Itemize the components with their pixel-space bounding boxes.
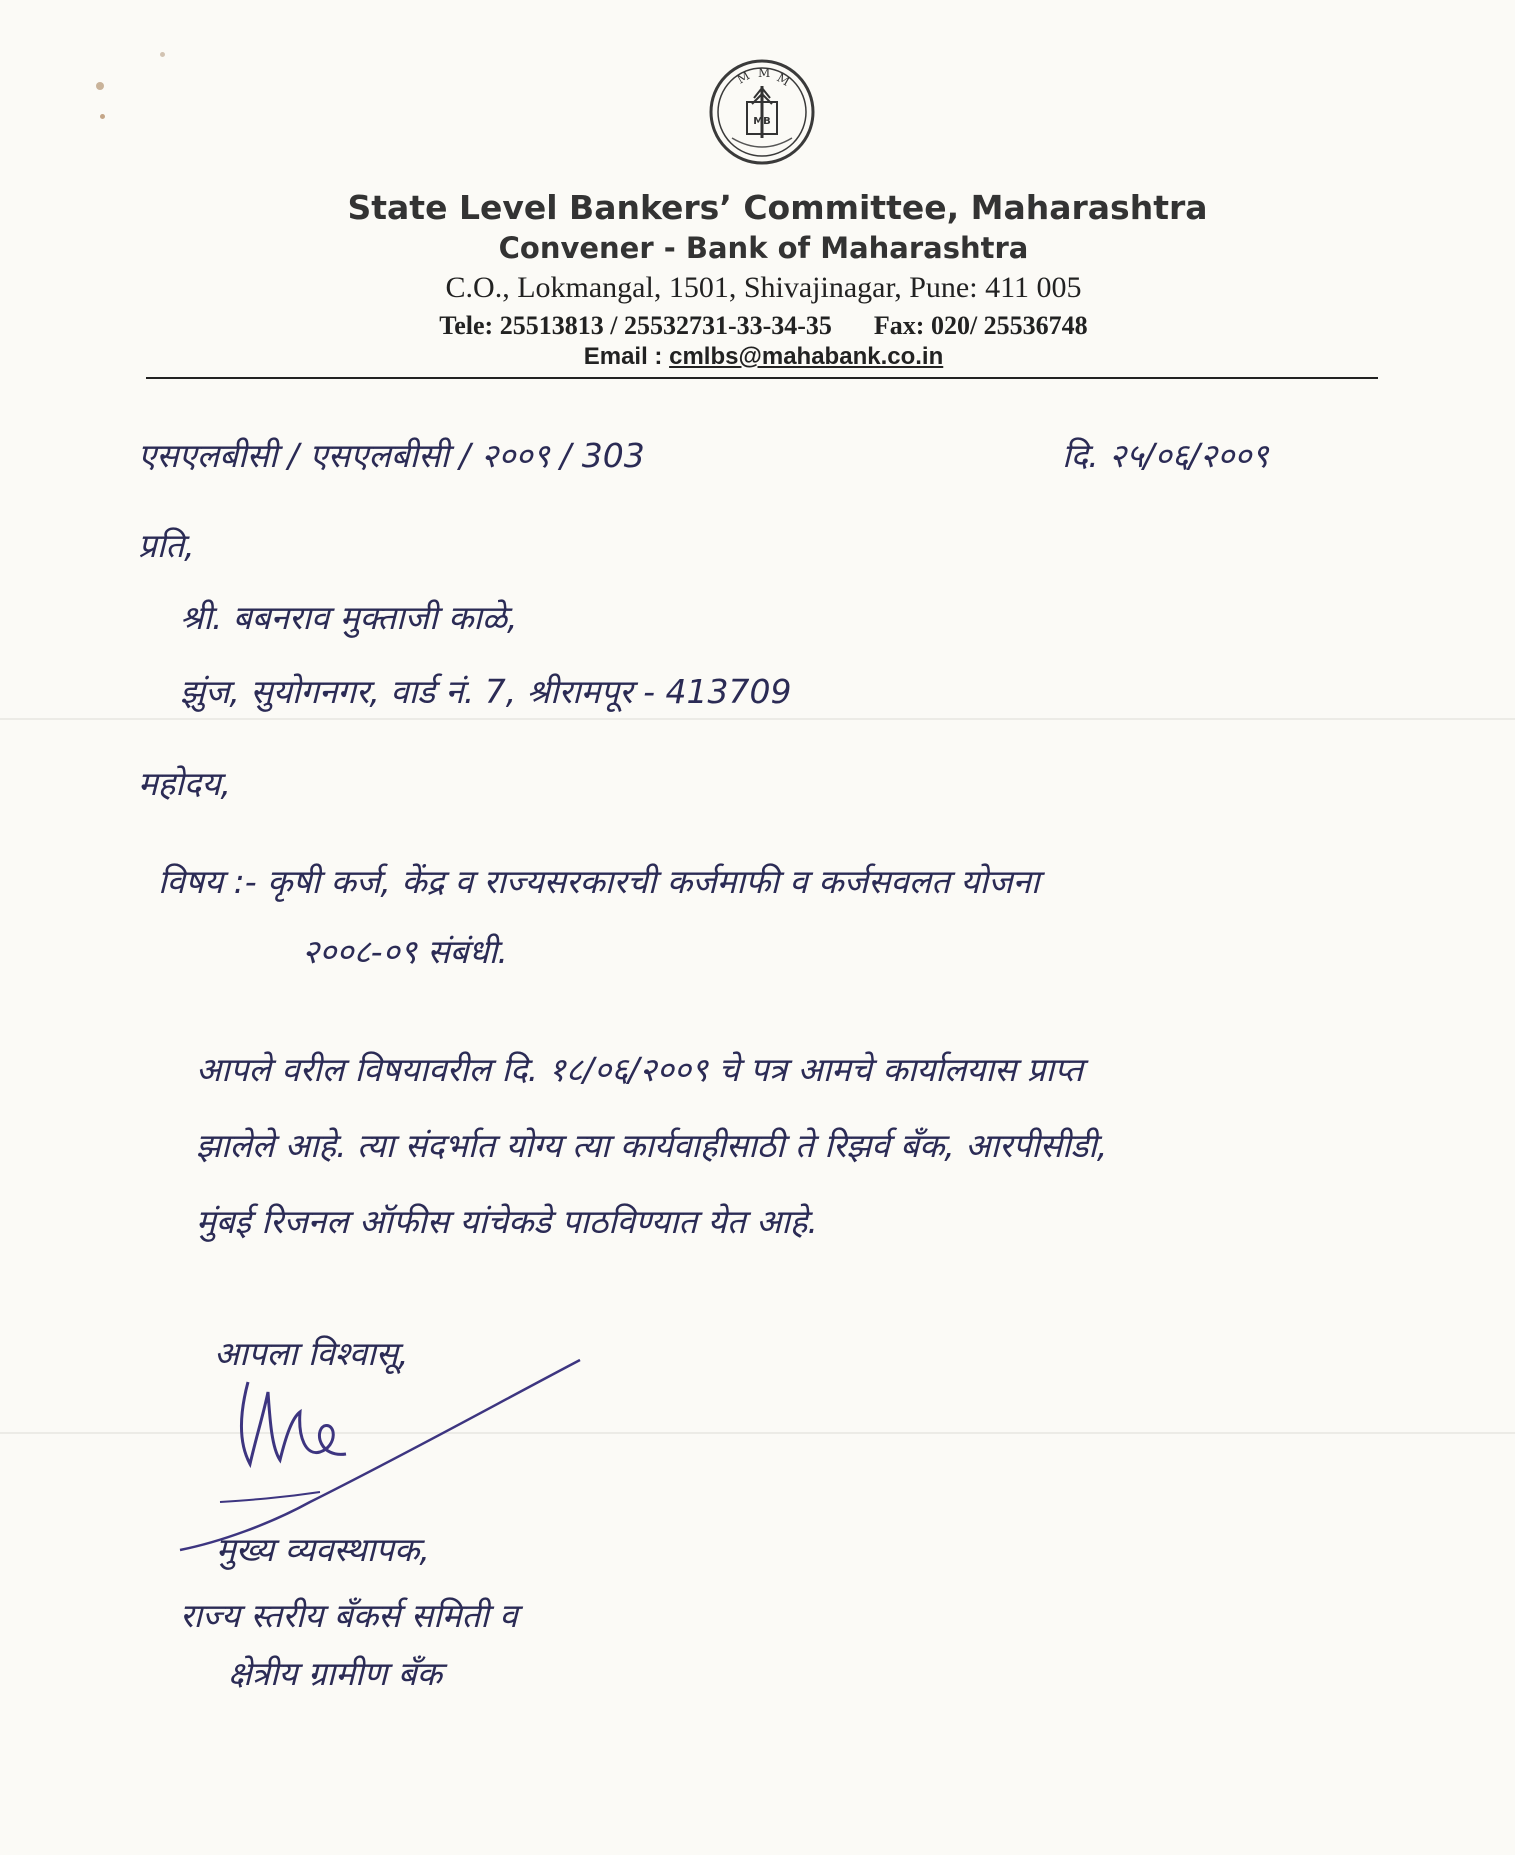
paper-speck	[96, 82, 104, 90]
body-line: झालेले आहे. त्या संदर्भात योग्य त्या कार्यवाहीसाठी ते रिझर्व बँक, आरपीसीडी,	[196, 1126, 1108, 1165]
svg-text:M: M	[774, 70, 793, 89]
email-address-link[interactable]: cmlbs@mahabank.co.in	[669, 343, 944, 370]
letterhead-divider	[146, 377, 1378, 379]
body-line: आपले वरील विषयावरील दि. १८/०६/२००९ चे पत्र आमचे कार्यालयास प्राप्त	[196, 1050, 1084, 1089]
signature	[160, 1352, 600, 1552]
letterhead	[0, 188, 1515, 371]
svg-text:M: M	[734, 68, 753, 87]
addressee-prefix: प्रति,	[138, 526, 195, 565]
recipient-name: श्री. बबनराव मुक्ताजी काळे,	[180, 598, 518, 637]
subject-line: विषय :- कृषी कर्ज, केंद्र व राज्यसरकारची कर्जमाफी व कर्जसवलत योजना	[158, 862, 1040, 901]
recipient-address: झुंज, सुयोगनगर, वार्ड नं. 7, श्रीरामपूर - 413709	[180, 672, 792, 711]
office-address: C.O., Lokmangal, 1501, Shivajinagar, Pune: 411 005	[445, 271, 1082, 304]
contact-line	[12, 311, 1515, 341]
reference-number: एसएलबीसी / एसएलबीसी / २००९ / 303	[138, 436, 645, 475]
paper-speck	[160, 52, 165, 57]
signatory-committee: राज्य स्तरीय बँकर्स समिती व	[180, 1596, 518, 1635]
convener-line: Convener - Bank of Maharashtra	[498, 231, 1029, 265]
svg-text:MB: MB	[753, 116, 771, 127]
closing: आपला विश्वासू,	[214, 1334, 409, 1373]
telephone-numbers: Tele: 25513813 / 25532731-33-34-35	[439, 311, 832, 340]
signatory-bank: क्षेत्रीय ग्रामीण बँक	[228, 1654, 443, 1693]
subject-line-continued: २००८-०९ संबंधी.	[302, 932, 508, 971]
salutation: महोदय,	[138, 764, 231, 803]
signatory-designation: मुख्य व्यवस्थापक,	[216, 1530, 430, 1569]
organization-name: State Level Bankers’ Committee, Maharashtra	[347, 188, 1208, 227]
letter-date: दि. २५/०६/२००९	[1062, 436, 1269, 475]
bank-seal-logo	[708, 58, 816, 166]
body-line: मुंबई रिजनल ऑफीस यांचेकडे पाठविण्यात येत आहे.	[196, 1202, 818, 1241]
email-line	[12, 343, 1515, 371]
paper-fold	[0, 718, 1515, 720]
paper-speck	[100, 114, 105, 119]
email-label: Email :	[583, 343, 670, 370]
svg-text:M: M	[758, 66, 771, 80]
fax-number: Fax: 020/ 25536748	[873, 311, 1088, 340]
